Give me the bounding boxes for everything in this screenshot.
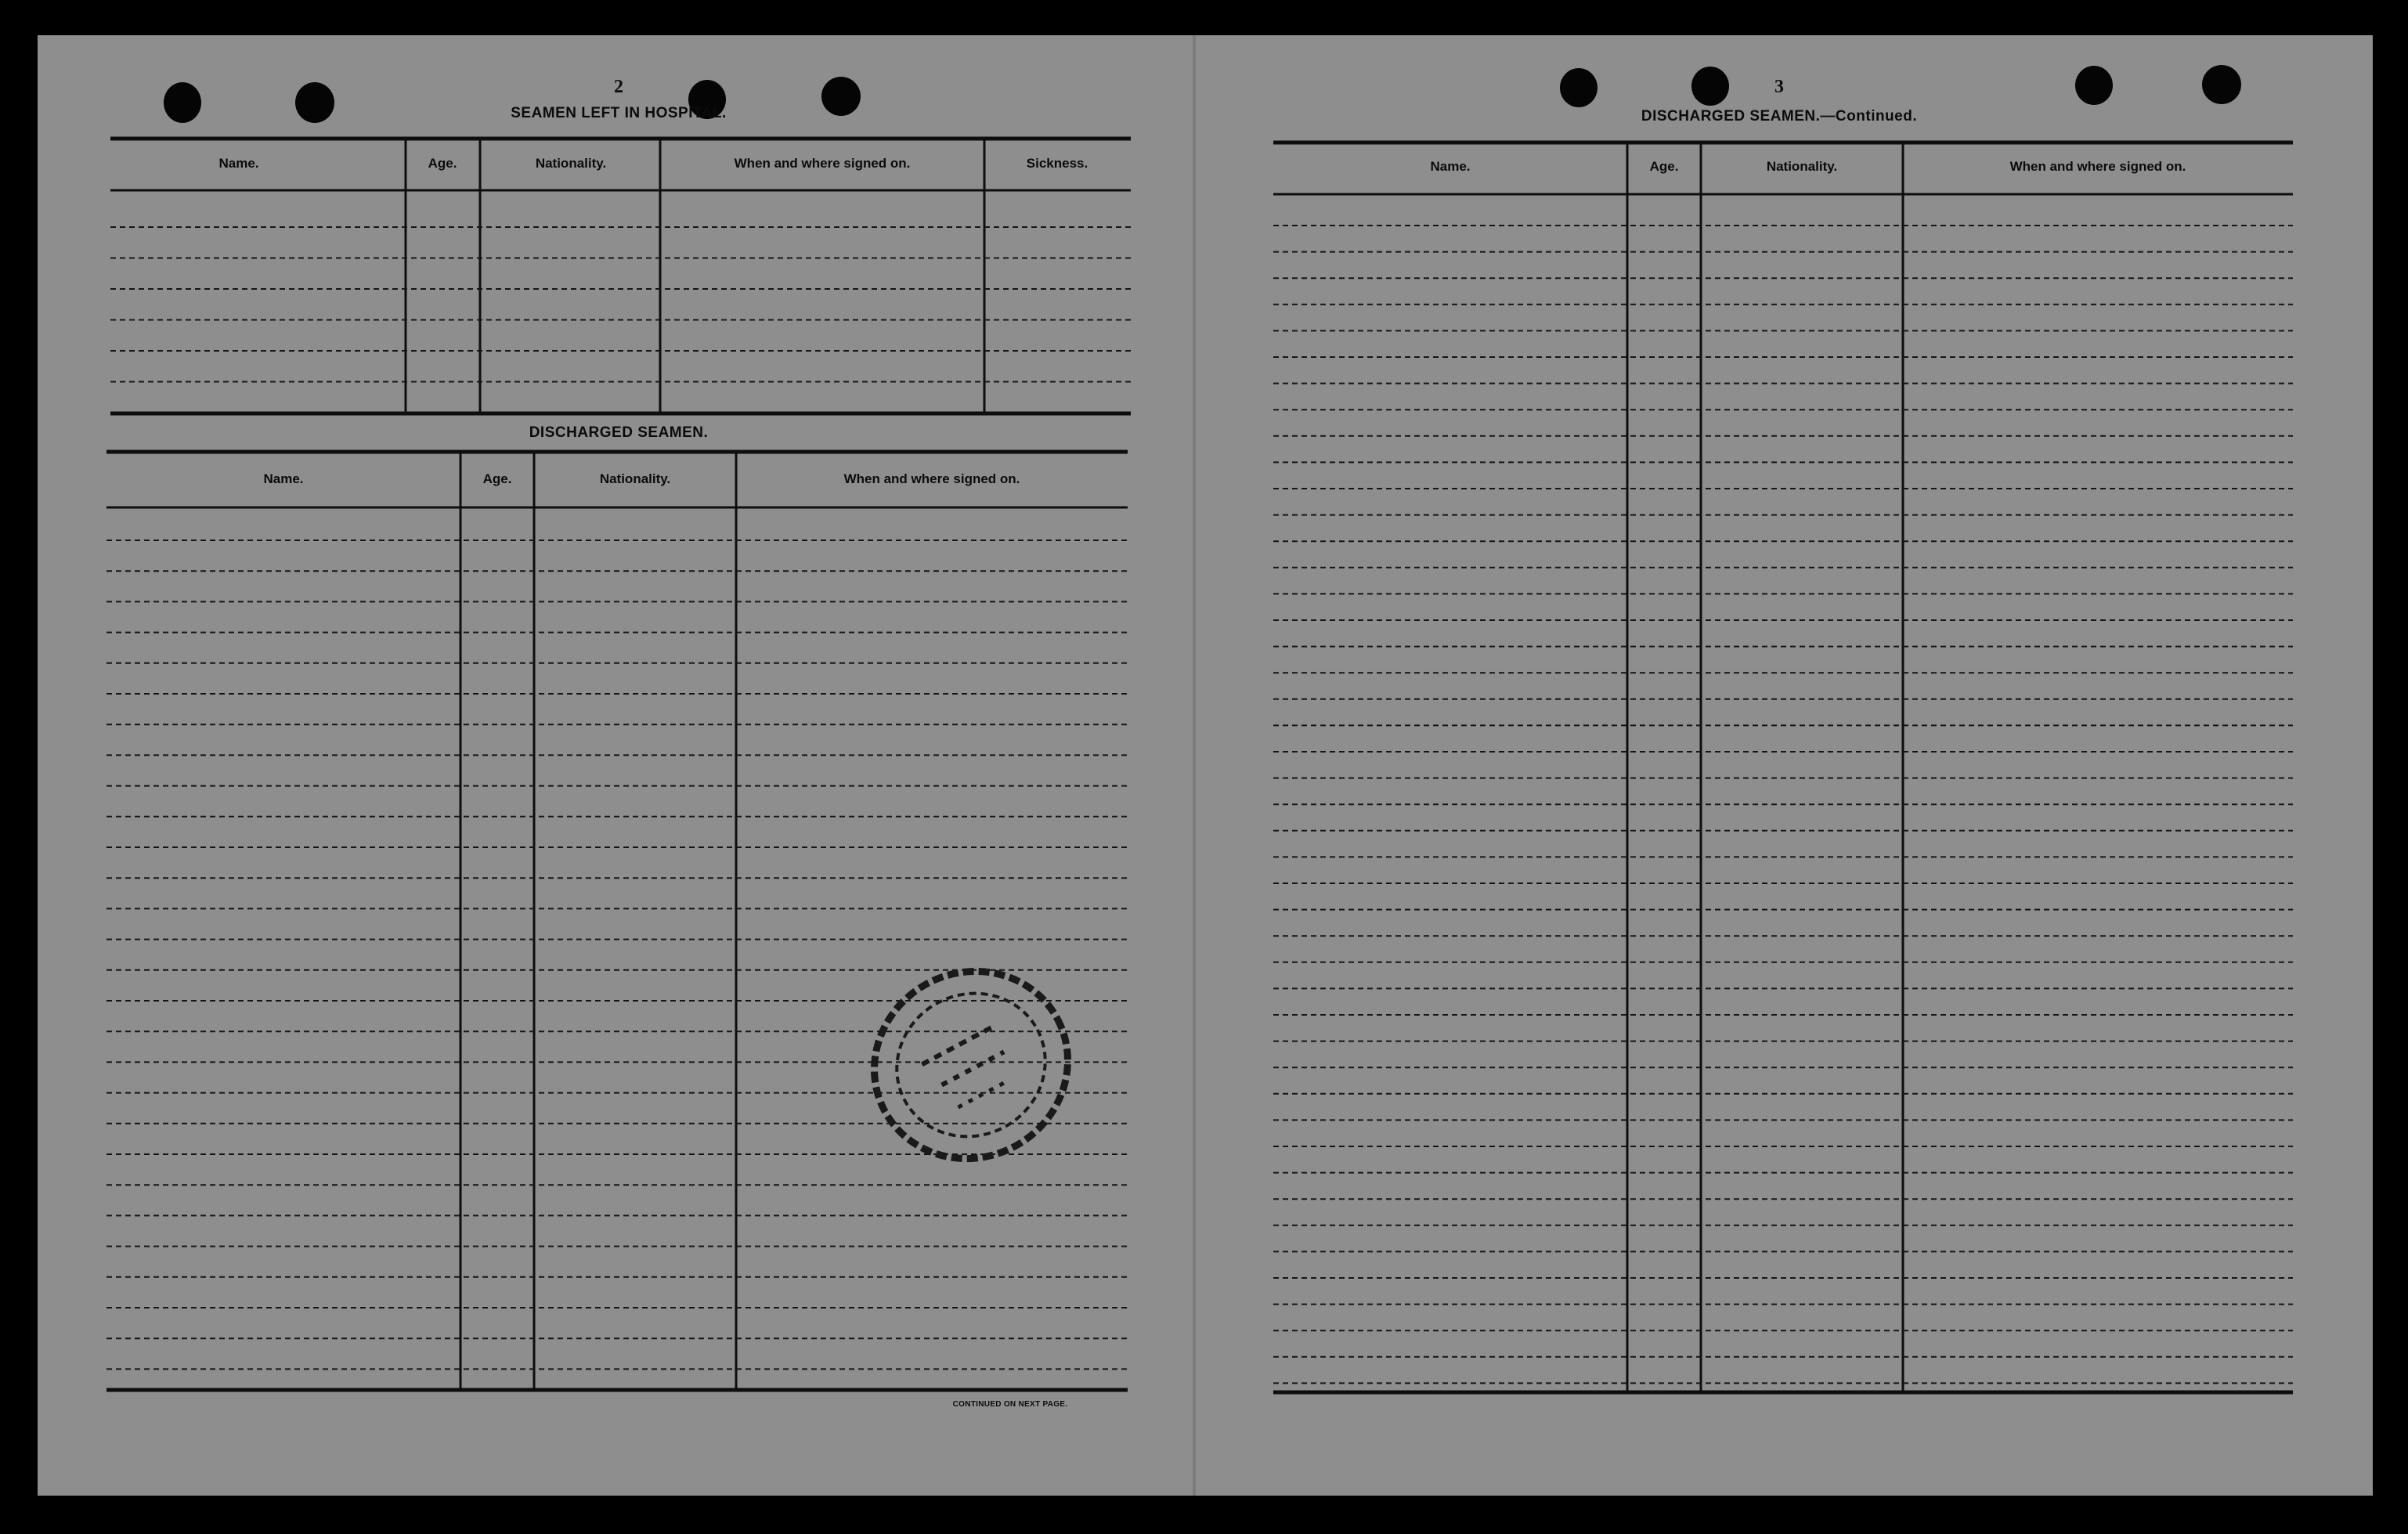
punch-hole — [2202, 65, 2241, 104]
continued-col-name: Name. — [1430, 159, 1471, 174]
continued-footer: CONTINUED ON NEXT PAGE. — [952, 1400, 1068, 1409]
hospital-col-name: Name. — [218, 156, 259, 171]
punch-hole — [164, 82, 201, 123]
punch-hole — [295, 82, 334, 123]
punch-hole — [1691, 67, 1729, 106]
hospital-col-age: Age. — [428, 156, 457, 171]
punch-hole — [1560, 68, 1598, 107]
page-number-left: 2 — [614, 77, 623, 97]
punch-hole — [2075, 66, 2113, 105]
discharged-col-age: Age. — [482, 471, 512, 486]
hospital-col-sickness: Sickness. — [1026, 156, 1088, 171]
discharged-col-name: Name. — [263, 471, 304, 486]
continued-section-title: DISCHARGED SEAMEN.—Continued. — [1641, 108, 1918, 125]
punch-hole — [821, 77, 861, 116]
continued-col-age: Age. — [1649, 159, 1679, 174]
discharged-col-nationality: Nationality. — [599, 471, 671, 486]
hospital-section-title: SEAMEN LEFT IN HOSPITAL. — [511, 105, 727, 121]
discharged-col-signed-on: When and where signed on. — [843, 471, 1020, 486]
continued-col-signed-on: When and where signed on. — [2009, 159, 2186, 174]
discharged-section-title: DISCHARGED SEAMEN. — [529, 424, 709, 441]
right-page — [1193, 35, 2373, 1496]
hospital-col-nationality: Nationality. — [535, 156, 607, 171]
page-number-right: 3 — [1774, 77, 1784, 97]
continued-col-nationality: Nationality. — [1766, 159, 1838, 174]
hospital-col-signed-on: When and where signed on. — [734, 156, 911, 171]
